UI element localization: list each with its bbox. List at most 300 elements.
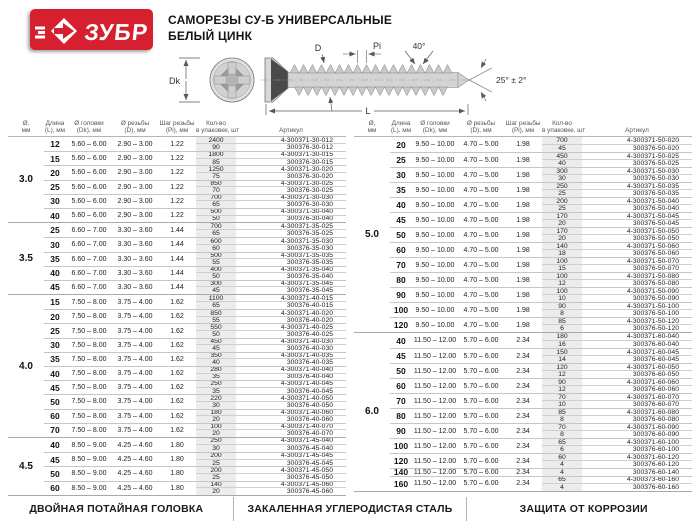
group-rows [390, 137, 692, 332]
table-row [44, 309, 346, 323]
thread-pitch-cell: 1.62 [170, 412, 184, 420]
article-cell: 4-300371-30-012 [236, 137, 346, 144]
table-header-row [354, 118, 692, 137]
article-cell: 4-300371-60-050 [582, 364, 692, 371]
thread-pitch-cell: 1.62 [170, 341, 184, 349]
head-diameter-cell: 11.50 – 12.00 [413, 469, 457, 476]
thread-pitch-cell: 1.98 [516, 291, 530, 299]
zubr-logo-graphic [30, 9, 153, 50]
article-cell: 300376-60-160 [632, 483, 679, 491]
pack-qty-cell: 40 [196, 359, 236, 366]
head-diameter-cell: 7.50 – 8.00 [71, 412, 107, 420]
length-cell: 80 [396, 275, 406, 285]
pack-qty-cell: 1800 [196, 152, 236, 159]
length-cell: 40 [396, 200, 406, 210]
article-cell: 300376-40-040 [286, 373, 333, 381]
article-cell: 300376-40-015 [286, 302, 333, 310]
thread-pitch-cell: 1.80 [170, 441, 184, 449]
pack-qty-cell: 85 [542, 318, 582, 325]
length-cell: 30 [396, 170, 406, 180]
pack-qty-cell: 4 [542, 461, 582, 468]
thread-diameter-cell: 4.70 – 5.00 [463, 201, 499, 209]
thread-diameter-cell: 3.75 – 4.00 [117, 313, 153, 321]
length-cell: 25 [396, 155, 406, 165]
pack-qty-cell: 280 [196, 367, 236, 374]
pack-qty-cell: 55 [196, 317, 236, 324]
thread-diameter-cell: 2.90 – 3.00 [117, 183, 153, 191]
thread-diameter-cell: 5.70 – 6.00 [463, 367, 499, 375]
pack-qty-cell: 70 [196, 187, 236, 194]
thread-diameter-cell: 4.25 – 4.60 [117, 484, 153, 492]
head-diameter-cell: 7.50 – 8.00 [71, 398, 107, 406]
article-cell: 4-300371-35-035 [236, 253, 346, 260]
article-cell: 4-300371-60-060 [582, 379, 692, 386]
pack-qty-cell: 220 [196, 395, 236, 402]
length-cell: 20 [50, 311, 60, 322]
feature-hardened-carbon-steel: ЗАКАЛЕННАЯ УГЛЕРОДИСТАЯ СТАЛЬ [233, 497, 467, 521]
thread-pitch-cell: 2.34 [516, 382, 530, 390]
article-cell: 4-300371-50-080 [582, 273, 692, 280]
thread-pitch-cell: 1.98 [516, 246, 530, 254]
article-cell: 4-300371-30-025 [236, 181, 346, 188]
thread-pitch-cell: 1.62 [170, 313, 184, 321]
column-header-line2: в упаковке, шт [196, 127, 240, 134]
table-row [44, 151, 346, 165]
thread-diameter-cell: 3.75 – 4.00 [117, 412, 153, 420]
pack-qty-cell: 700 [196, 195, 236, 202]
article-cell: 300376-30-040 [286, 215, 333, 223]
thread-diameter-cell: 4.25 – 4.60 [117, 441, 153, 449]
length-cell: 60 [50, 483, 60, 494]
thread-pitch-cell: 2.34 [516, 337, 530, 344]
column-header-line2: мм [367, 127, 377, 134]
pack-qty-cell: 20 [542, 235, 582, 242]
table-row [44, 295, 346, 309]
pack-qty-cell: 200 [196, 453, 236, 460]
feature-corrosion-protection: ЗАЩИТА ОТ КОРРОЗИИ [466, 497, 700, 521]
tip-angle-label: 25° ± 2° [496, 75, 527, 85]
pack-qty-cell: 50 [196, 216, 236, 223]
table-row [390, 152, 692, 167]
pack-qty-cell: 20 [196, 488, 236, 495]
article-cell: 300376-35-040 [286, 273, 333, 280]
article-cell: 4-300371-40-020 [236, 310, 346, 317]
length-cell: 160 [393, 478, 409, 489]
pack-qty-cell: 120 [542, 364, 582, 371]
thread-pitch-cell: 1.22 [170, 140, 184, 148]
head-diameter-cell: 7.50 – 8.00 [71, 355, 107, 363]
thread-diameter-cell: 2.90 – 3.00 [117, 169, 153, 177]
table-row [44, 438, 346, 452]
diameter-group [8, 222, 346, 294]
head-diameter-cell: 5.60 – 6.00 [71, 169, 107, 177]
length-cell: 45 [396, 215, 406, 225]
pack-qty-cell: 40 [542, 160, 582, 167]
table-row [44, 165, 346, 179]
column-header [196, 120, 240, 134]
length-cell: 45 [396, 351, 406, 361]
thread-pitch-cell: 2.34 [516, 352, 530, 360]
column-header [412, 120, 458, 134]
article-cell: 300376-60-090 [632, 431, 679, 438]
table-row [44, 338, 346, 352]
table-row [390, 197, 692, 212]
head-diameter-cell: 11.50 – 12.00 [413, 442, 457, 450]
article-cell: 4-300371-35-030 [236, 238, 346, 245]
table-row [390, 333, 692, 348]
thread-pitch-cell: 2.34 [516, 469, 530, 476]
head-diameter-cell: 7.50 – 8.00 [71, 327, 107, 335]
column-header-line2: (Pi), мм [511, 127, 535, 134]
diameter-value: 3.5 [19, 253, 33, 265]
article-cell: 300376-45-045 [286, 459, 333, 467]
pack-qty-cell: 700 [542, 137, 582, 145]
thread-diameter-cell: 4.70 – 5.00 [463, 231, 499, 239]
length-cell: 40 [396, 335, 406, 346]
zubr-logo [30, 9, 153, 50]
head-diameter-cell: 9.50 – 10.00 [415, 186, 455, 194]
column-header-line1: Кол-во [206, 120, 226, 127]
table-row [390, 137, 692, 152]
column-header [236, 127, 346, 134]
diameter-group [354, 332, 692, 491]
thread-pitch-cell: 1.98 [516, 156, 530, 164]
thread-pitch-cell: 1.98 [516, 186, 530, 194]
head-diameter-cell: 5.60 – 6.00 [71, 155, 107, 163]
column-header [390, 120, 412, 134]
thread-diameter-cell: 4.70 – 5.00 [463, 171, 499, 179]
length-cell: 70 [396, 396, 406, 406]
table-row [44, 409, 346, 423]
length-cell: 25 [50, 326, 60, 337]
thread-pitch-cell: 1.98 [516, 141, 530, 148]
table-row [44, 366, 346, 380]
pack-qty-cell: 75 [196, 173, 236, 180]
column-header-line1: Шаг резьбы [159, 120, 195, 127]
pack-qty-cell: 90 [542, 379, 582, 386]
article-cell: 4-300371-45-060 [236, 482, 346, 489]
article-cell: 4-300371-50-050 [582, 228, 692, 235]
thread-diameter-cell: 3.75 – 4.00 [117, 327, 153, 335]
length-cell: 100 [393, 305, 409, 315]
length-cell: 50 [50, 468, 60, 479]
article-cell: 300376-35-030 [286, 244, 333, 252]
pack-qty-cell: 550 [196, 324, 236, 331]
column-header-line2: (D), мм [124, 127, 146, 134]
left-spec-table [8, 118, 346, 496]
pi-label: Pi [372, 41, 382, 51]
table-row [390, 423, 692, 438]
article-cell: 300376-60-070 [632, 401, 679, 408]
table-header-row [8, 118, 346, 137]
length-cell: 40 [50, 268, 60, 279]
thread-pitch-cell: 1.22 [170, 155, 184, 163]
article-cell: 4-300371-60-120 [582, 454, 692, 461]
thread-pitch-cell: 1.98 [516, 276, 530, 284]
head-diameter-cell: 5.60 – 6.00 [71, 212, 107, 220]
diameter-value: 5.0 [365, 229, 379, 240]
article-cell: 300376-35-025 [286, 230, 333, 238]
pack-qty-cell: 70 [542, 394, 582, 401]
article-cell: 300376-50-070 [632, 265, 679, 272]
diameter-value: 4.0 [19, 360, 33, 372]
article-cell: 300376-40-060 [286, 416, 333, 423]
head-diameter-cell: 6.60 – 7.00 [71, 269, 107, 277]
column-header [354, 120, 390, 134]
table-row [390, 167, 692, 182]
thread-pitch-cell: 2.34 [516, 397, 530, 405]
pack-qty-cell: 25 [196, 460, 236, 467]
dk-dimension [179, 58, 200, 102]
thread-pitch-cell: 1.62 [170, 355, 184, 363]
article-cell: 300376-50-060 [632, 250, 679, 257]
head-diameter-cell: 9.50 – 10.00 [415, 291, 455, 299]
length-cell: 25 [50, 225, 60, 236]
screw-technical-drawing [166, 38, 534, 118]
table-row [44, 323, 346, 337]
pack-qty-cell: 100 [542, 258, 582, 265]
head-diameter-cell: 5.60 – 6.00 [71, 197, 107, 205]
pack-qty-cell: 30 [542, 175, 582, 182]
pack-qty-cell: 200 [196, 467, 236, 474]
pack-qty-cell: 500 [196, 209, 236, 216]
thread-pitch-cell: 1.44 [170, 226, 184, 234]
thread-diameter-cell: 3.75 – 4.00 [117, 341, 153, 349]
d-label: D [314, 43, 322, 53]
article-cell: 300376-50-030 [632, 175, 679, 182]
column-header [44, 120, 66, 134]
thread-diameter-cell: 4.70 – 5.00 [463, 216, 499, 224]
length-cell: 120 [393, 456, 409, 466]
head-diameter-cell: 6.60 – 7.00 [71, 226, 107, 234]
head-diameter-cell: 7.50 – 8.00 [71, 341, 107, 349]
column-header-line1: Длина [45, 120, 65, 127]
thread-pitch-cell: 1.44 [170, 255, 184, 263]
length-cell: 40 [50, 368, 60, 379]
pack-qty-cell: 70 [542, 424, 582, 431]
pack-qty-cell: 8 [542, 416, 582, 423]
thread-pitch-cell: 2.34 [516, 480, 530, 487]
group-rows [44, 223, 346, 294]
article-cell: 300376-50-090 [632, 295, 679, 302]
length-cell: 40 [50, 440, 60, 451]
article-cell: 4-300371-40-025 [236, 324, 346, 331]
thread-diameter-cell: 4.70 – 5.00 [463, 141, 499, 148]
thread-diameter-cell: 4.70 – 5.00 [463, 246, 499, 254]
table-row [44, 280, 346, 294]
article-cell: 4-300371-35-045 [236, 281, 346, 288]
diameter-group [8, 294, 346, 437]
column-header [112, 120, 158, 134]
thread-pitch-cell: 1.98 [516, 231, 530, 239]
table-row [390, 242, 692, 257]
thread-diameter-cell: 5.70 – 6.00 [463, 382, 499, 390]
article-cell: 300376-30-012 [286, 144, 333, 152]
thread-diameter-cell: 2.90 – 3.00 [117, 140, 153, 148]
article-cell: 300376-35-035 [286, 259, 333, 266]
thread-diameter-cell: 5.70 – 6.00 [463, 442, 499, 450]
thread-diameter-cell: 4.70 – 5.00 [463, 261, 499, 269]
tip-angle-dimension [469, 59, 492, 101]
article-cell: 300376-50-040 [632, 205, 679, 212]
thread-pitch-cell: 2.34 [516, 442, 530, 450]
table-row [390, 317, 692, 332]
table-row [44, 452, 346, 466]
thread-diameter-cell: 3.75 – 4.00 [117, 426, 153, 434]
head-diameter-cell: 8.50 – 9.00 [71, 484, 107, 492]
pack-qty-cell: 25 [542, 190, 582, 197]
table-row [390, 438, 692, 453]
table-row [44, 180, 346, 194]
pack-qty-cell: 850 [196, 181, 236, 188]
thread-diameter-cell: 2.90 – 3.00 [117, 197, 153, 205]
thread-diameter-cell: 3.30 – 3.60 [117, 269, 153, 277]
head-diameter-cell: 9.50 – 10.00 [415, 276, 455, 284]
thread-pitch-cell: 1.62 [170, 370, 184, 378]
length-cell: 50 [396, 230, 406, 240]
pack-qty-cell: 65 [542, 439, 582, 446]
article-cell: 4-300371-40-060 [236, 410, 346, 417]
thread-angle-dimension [405, 51, 433, 64]
article-cell: 300376-40-020 [286, 316, 333, 324]
article-cell: 300376-30-025 [286, 187, 333, 194]
column-header-line2: (Pi), мм [165, 127, 189, 134]
length-cell: 20 [50, 167, 60, 178]
head-diameter-cell: 9.50 – 10.00 [415, 306, 455, 314]
table-row [390, 212, 692, 227]
article-cell: 300376-30-030 [286, 201, 333, 208]
length-cell: 60 [396, 381, 406, 391]
table-row [44, 394, 346, 408]
table-row [390, 408, 692, 423]
pack-qty-cell: 2400 [196, 137, 236, 144]
thread-diameter-cell: 4.70 – 5.00 [463, 156, 499, 164]
article-cell: 4-300371-40-030 [236, 339, 346, 346]
pack-qty-cell: 25 [196, 474, 236, 481]
diameter-group [354, 137, 692, 332]
pack-qty-cell: 6 [542, 325, 582, 332]
thread-diameter-cell: 5.70 – 6.00 [463, 469, 499, 476]
pack-qty-cell: 20 [542, 220, 582, 227]
article-cell: 4-300371-50-100 [582, 303, 692, 310]
page-title-line2: БЕЛЫЙ ЦИНК [168, 29, 253, 43]
group-rows [44, 295, 346, 437]
screw-side-view [261, 58, 474, 102]
head-diameter-cell: 11.50 – 12.00 [413, 367, 457, 375]
head-top-view [210, 58, 254, 102]
pack-qty-cell: 35 [196, 374, 236, 381]
column-header-line1: Ø резьбы [120, 120, 150, 127]
column-header-line2: мм [21, 127, 31, 134]
article-cell: 300376-40-030 [286, 345, 333, 352]
article-cell: 4-300371-60-040 [582, 333, 692, 341]
pack-qty-cell: 12 [542, 280, 582, 287]
column-header-line1: Ø головки [74, 120, 104, 127]
column-header-line2: в упаковке, шт [542, 127, 586, 134]
article-cell: 4-300371-40-015 [236, 295, 346, 302]
column-header-line2: (Dk), мм [76, 127, 102, 134]
thread-diameter-cell: 3.30 – 3.60 [117, 241, 153, 249]
thread-diameter-cell: 3.75 – 4.00 [117, 384, 153, 392]
thread-diameter-cell: 3.30 – 3.60 [117, 283, 153, 291]
thread-pitch-cell: 2.34 [516, 367, 530, 375]
table-row [390, 302, 692, 317]
article-cell: 300376-30-020 [286, 172, 333, 180]
article-cell: 4-300371-60-045 [582, 349, 692, 356]
thread-diameter-cell: 5.70 – 6.00 [463, 397, 499, 405]
thread-pitch-cell: 1.62 [170, 384, 184, 392]
article-cell: 300376-40-045 [286, 387, 333, 395]
thread-pitch-cell: 1.62 [170, 426, 184, 434]
thread-pitch-cell: 1.62 [170, 327, 184, 335]
pack-qty-cell: 16 [542, 341, 582, 349]
article-cell: 300376-50-100 [632, 310, 679, 317]
article-cell: 300376-50-020 [632, 144, 679, 152]
head-diameter-cell: 6.60 – 7.00 [71, 283, 107, 291]
head-diameter-cell: 5.60 – 6.00 [71, 140, 107, 148]
pack-qty-cell: 30 [196, 402, 236, 409]
thread-pitch-cell: 1.22 [170, 183, 184, 191]
pack-qty-cell: 8 [542, 310, 582, 317]
head-diameter-cell: 9.50 – 10.00 [415, 141, 455, 148]
pack-qty-cell: 18 [542, 250, 582, 257]
pack-qty-cell: 55 [196, 259, 236, 266]
thread-angle-label: 40° [412, 41, 426, 51]
column-header-line2: (L), мм [44, 127, 66, 134]
pack-qty-cell: 50 [196, 331, 236, 338]
pack-qty-cell: 300 [196, 281, 236, 288]
article-cell: 300376-45-040 [286, 445, 333, 453]
length-cell: 80 [396, 411, 406, 421]
pack-qty-cell: 450 [542, 153, 582, 160]
pack-qty-cell: 90 [196, 144, 236, 151]
article-cell: 4-300371-50-020 [582, 137, 692, 145]
article-cell: 4-300371-50-090 [582, 288, 692, 295]
article-cell: 4-300371-30-020 [236, 166, 346, 173]
pack-qty-cell: 400 [196, 267, 236, 274]
head-diameter-cell: 7.50 – 8.00 [71, 384, 107, 392]
column-header-line2: (D), мм [470, 127, 492, 134]
pack-qty-cell: 250 [542, 183, 582, 190]
pack-qty-cell: 14 [542, 356, 582, 363]
article-cell: 300376-40-035 [286, 359, 333, 366]
length-cell: 40 [50, 210, 60, 221]
article-cell: 4-300371-50-035 [582, 183, 692, 190]
pack-qty-cell: 4 [542, 484, 582, 491]
thread-pitch-cell: 1.44 [170, 283, 184, 291]
thread-pitch-cell: 1.62 [170, 298, 184, 306]
pack-qty-cell: 8 [542, 431, 582, 438]
head-diameter-cell: 8.50 – 9.00 [71, 470, 107, 478]
thread-pitch-cell: 1.80 [170, 470, 184, 478]
pack-qty-cell: 20 [196, 416, 236, 423]
pack-qty-cell: 100 [542, 273, 582, 280]
article-cell: 300376-50-050 [632, 235, 679, 242]
length-cell: 15 [50, 153, 60, 164]
table-row [390, 182, 692, 197]
pack-qty-cell: 4 [542, 469, 582, 476]
column-header-line1: Артикул [279, 127, 303, 134]
head-diameter-cell: 11.50 – 12.00 [413, 457, 457, 465]
head-diameter-cell: 9.50 – 10.00 [415, 321, 455, 329]
column-header [66, 120, 112, 134]
head-diameter-cell: 9.50 – 10.00 [415, 171, 455, 179]
thread-diameter-cell: 2.90 – 3.00 [117, 212, 153, 220]
thread-diameter-cell: 5.70 – 6.00 [463, 412, 499, 420]
length-cell: 120 [393, 320, 409, 330]
article-cell: 4-300371-50-030 [582, 168, 692, 175]
table-row [44, 266, 346, 280]
